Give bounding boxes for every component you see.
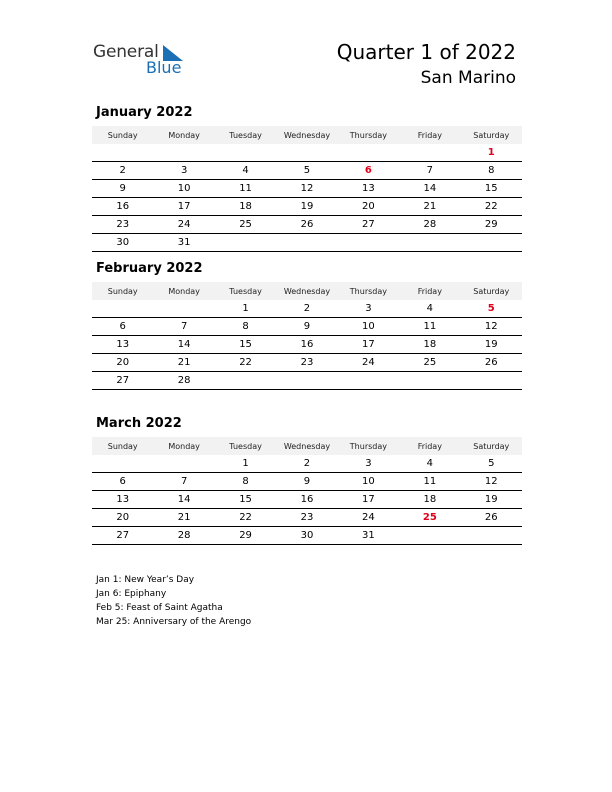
empty-day-cell (461, 234, 522, 252)
empty-day-cell (276, 234, 337, 252)
empty-day-cell (461, 527, 522, 545)
weekday-header: Saturday (461, 437, 522, 455)
day-cell: 14 (153, 336, 214, 354)
day-cell: 3 (338, 455, 399, 473)
weekday-header-row (92, 126, 522, 144)
day-cell: 23 (276, 354, 337, 372)
day-cell: 16 (92, 198, 153, 216)
day-cell: 28 (153, 527, 214, 545)
day-cell: 20 (92, 509, 153, 527)
month-march (92, 415, 522, 545)
day-cell: 9 (92, 180, 153, 198)
day-cell: 17 (338, 491, 399, 509)
day-cell: 1 (215, 455, 276, 473)
month-title: January 2022 (96, 105, 193, 120)
weekday-header: Sunday (92, 437, 153, 455)
weekday-header: Friday (399, 282, 460, 300)
empty-day-cell (92, 300, 153, 318)
month-title: February 2022 (96, 261, 203, 276)
day-cell: 28 (153, 372, 214, 390)
day-cell: 20 (92, 354, 153, 372)
day-cell: 2 (276, 455, 337, 473)
day-cell: 14 (399, 180, 460, 198)
day-cell: 19 (461, 336, 522, 354)
logo (93, 42, 203, 82)
empty-day-cell (215, 234, 276, 252)
day-cell: 24 (338, 354, 399, 372)
weekday-header: Monday (153, 437, 214, 455)
empty-day-cell (399, 527, 460, 545)
day-cell: 31 (153, 234, 214, 252)
day-cell: 7 (153, 473, 214, 491)
day-cell: 25 (215, 216, 276, 234)
week-row (92, 318, 522, 336)
empty-day-cell (399, 372, 460, 390)
day-cell: 16 (276, 491, 337, 509)
day-cell: 3 (338, 300, 399, 318)
weekday-header: Monday (153, 282, 214, 300)
empty-day-cell (215, 144, 276, 162)
week-row (92, 216, 522, 234)
holiday-item: Jan 1: New Year’s Day (96, 575, 195, 585)
weekday-header-row (92, 437, 522, 455)
week-row (92, 234, 522, 252)
weekday-header: Sunday (92, 282, 153, 300)
day-cell: 8 (215, 473, 276, 491)
empty-day-cell (276, 372, 337, 390)
calendar-table (92, 282, 522, 390)
empty-day-cell (338, 144, 399, 162)
day-cell: 30 (276, 527, 337, 545)
month-title: March 2022 (96, 416, 182, 431)
day-cell: 14 (153, 491, 214, 509)
day-cell: 10 (153, 180, 214, 198)
week-row (92, 180, 522, 198)
empty-day-cell (153, 144, 214, 162)
week-row (92, 354, 522, 372)
weekday-header: Friday (399, 437, 460, 455)
day-cell: 26 (461, 354, 522, 372)
day-cell: 17 (153, 198, 214, 216)
day-cell: 21 (153, 509, 214, 527)
week-row (92, 509, 522, 527)
empty-day-cell (276, 144, 337, 162)
day-cell: 12 (276, 180, 337, 198)
day-cell: 9 (276, 473, 337, 491)
week-row (92, 372, 522, 390)
day-cell: 4 (399, 300, 460, 318)
day-cell: 6 (92, 473, 153, 491)
logo-blue-text: Blue (146, 58, 182, 77)
day-cell: 4 (399, 455, 460, 473)
day-cell: 8 (215, 318, 276, 336)
week-row (92, 491, 522, 509)
day-cell: 19 (461, 491, 522, 509)
day-cell: 15 (461, 180, 522, 198)
day-cell: 24 (153, 216, 214, 234)
empty-day-cell (399, 234, 460, 252)
month-january (92, 104, 522, 252)
day-cell: 16 (276, 336, 337, 354)
day-cell: 6 (92, 318, 153, 336)
day-cell: 8 (461, 162, 522, 180)
day-cell: 9 (276, 318, 337, 336)
day-cell: 2 (92, 162, 153, 180)
weekday-header: Sunday (92, 126, 153, 144)
country-name: San Marino (420, 68, 516, 88)
empty-day-cell (461, 372, 522, 390)
day-cell: 17 (338, 336, 399, 354)
holiday-day-cell: 1 (461, 144, 522, 162)
week-row (92, 527, 522, 545)
day-cell: 15 (215, 336, 276, 354)
weekday-header: Saturday (461, 126, 522, 144)
holiday-item: Feb 5: Feast of Saint Agatha (96, 603, 223, 613)
day-cell: 30 (92, 234, 153, 252)
weekday-header: Thursday (338, 126, 399, 144)
day-cell: 24 (338, 509, 399, 527)
day-cell: 13 (92, 491, 153, 509)
day-cell: 23 (92, 216, 153, 234)
weekday-header: Monday (153, 126, 214, 144)
day-cell: 7 (399, 162, 460, 180)
day-cell: 22 (215, 509, 276, 527)
day-cell: 15 (215, 491, 276, 509)
day-cell: 11 (399, 473, 460, 491)
day-cell: 3 (153, 162, 214, 180)
day-cell: 23 (276, 509, 337, 527)
empty-day-cell (399, 144, 460, 162)
day-cell: 12 (461, 473, 522, 491)
day-cell: 2 (276, 300, 337, 318)
day-cell: 29 (215, 527, 276, 545)
weekday-header: Wednesday (276, 282, 337, 300)
day-cell: 5 (461, 455, 522, 473)
day-cell: 4 (215, 162, 276, 180)
day-cell: 27 (92, 527, 153, 545)
day-cell: 13 (338, 180, 399, 198)
day-cell: 18 (399, 336, 460, 354)
day-cell: 28 (399, 216, 460, 234)
day-cell: 21 (399, 198, 460, 216)
day-cell: 18 (215, 198, 276, 216)
day-cell: 27 (92, 372, 153, 390)
day-cell: 21 (153, 354, 214, 372)
day-cell: 18 (399, 491, 460, 509)
day-cell: 1 (215, 300, 276, 318)
weekday-header: Tuesday (215, 282, 276, 300)
holiday-list (96, 573, 251, 629)
calendar-table (92, 437, 522, 545)
holiday-day-cell: 6 (338, 162, 399, 180)
day-cell: 19 (276, 198, 337, 216)
week-row (92, 336, 522, 354)
calendar-table (92, 126, 522, 252)
day-cell: 22 (461, 198, 522, 216)
page-title: Quarter 1 of 2022 (336, 40, 516, 64)
day-cell: 10 (338, 318, 399, 336)
empty-day-cell (153, 300, 214, 318)
day-cell: 10 (338, 473, 399, 491)
weekday-header: Thursday (338, 282, 399, 300)
holiday-day-cell: 25 (399, 509, 460, 527)
day-cell: 22 (215, 354, 276, 372)
day-cell: 12 (461, 318, 522, 336)
weekday-header: Tuesday (215, 126, 276, 144)
empty-day-cell (92, 144, 153, 162)
day-cell: 20 (338, 198, 399, 216)
day-cell: 11 (399, 318, 460, 336)
holiday-item: Mar 25: Anniversary of the Arengo (96, 617, 252, 627)
day-cell: 11 (215, 180, 276, 198)
day-cell: 27 (338, 216, 399, 234)
weekday-header: Friday (399, 126, 460, 144)
day-cell: 26 (461, 509, 522, 527)
week-row (92, 300, 522, 318)
weekday-header-row (92, 282, 522, 300)
week-row (92, 473, 522, 491)
empty-day-cell (215, 372, 276, 390)
empty-day-cell (92, 455, 153, 473)
week-row (92, 198, 522, 216)
weekday-header: Saturday (461, 282, 522, 300)
holiday-day-cell: 5 (461, 300, 522, 318)
week-row (92, 455, 522, 473)
empty-day-cell (338, 234, 399, 252)
weekday-header: Tuesday (215, 437, 276, 455)
weekday-header: Wednesday (276, 437, 337, 455)
week-row (92, 144, 522, 162)
empty-day-cell (338, 372, 399, 390)
weekday-header: Wednesday (276, 126, 337, 144)
weekday-header: Thursday (338, 437, 399, 455)
day-cell: 5 (276, 162, 337, 180)
day-cell: 25 (399, 354, 460, 372)
empty-day-cell (153, 455, 214, 473)
day-cell: 29 (461, 216, 522, 234)
week-row (92, 162, 522, 180)
day-cell: 7 (153, 318, 214, 336)
day-cell: 31 (338, 527, 399, 545)
day-cell: 13 (92, 336, 153, 354)
holiday-item: Jan 6: Epiphany (96, 589, 167, 599)
month-february (92, 260, 522, 390)
day-cell: 26 (276, 216, 337, 234)
logo-general-text: General (93, 42, 159, 62)
